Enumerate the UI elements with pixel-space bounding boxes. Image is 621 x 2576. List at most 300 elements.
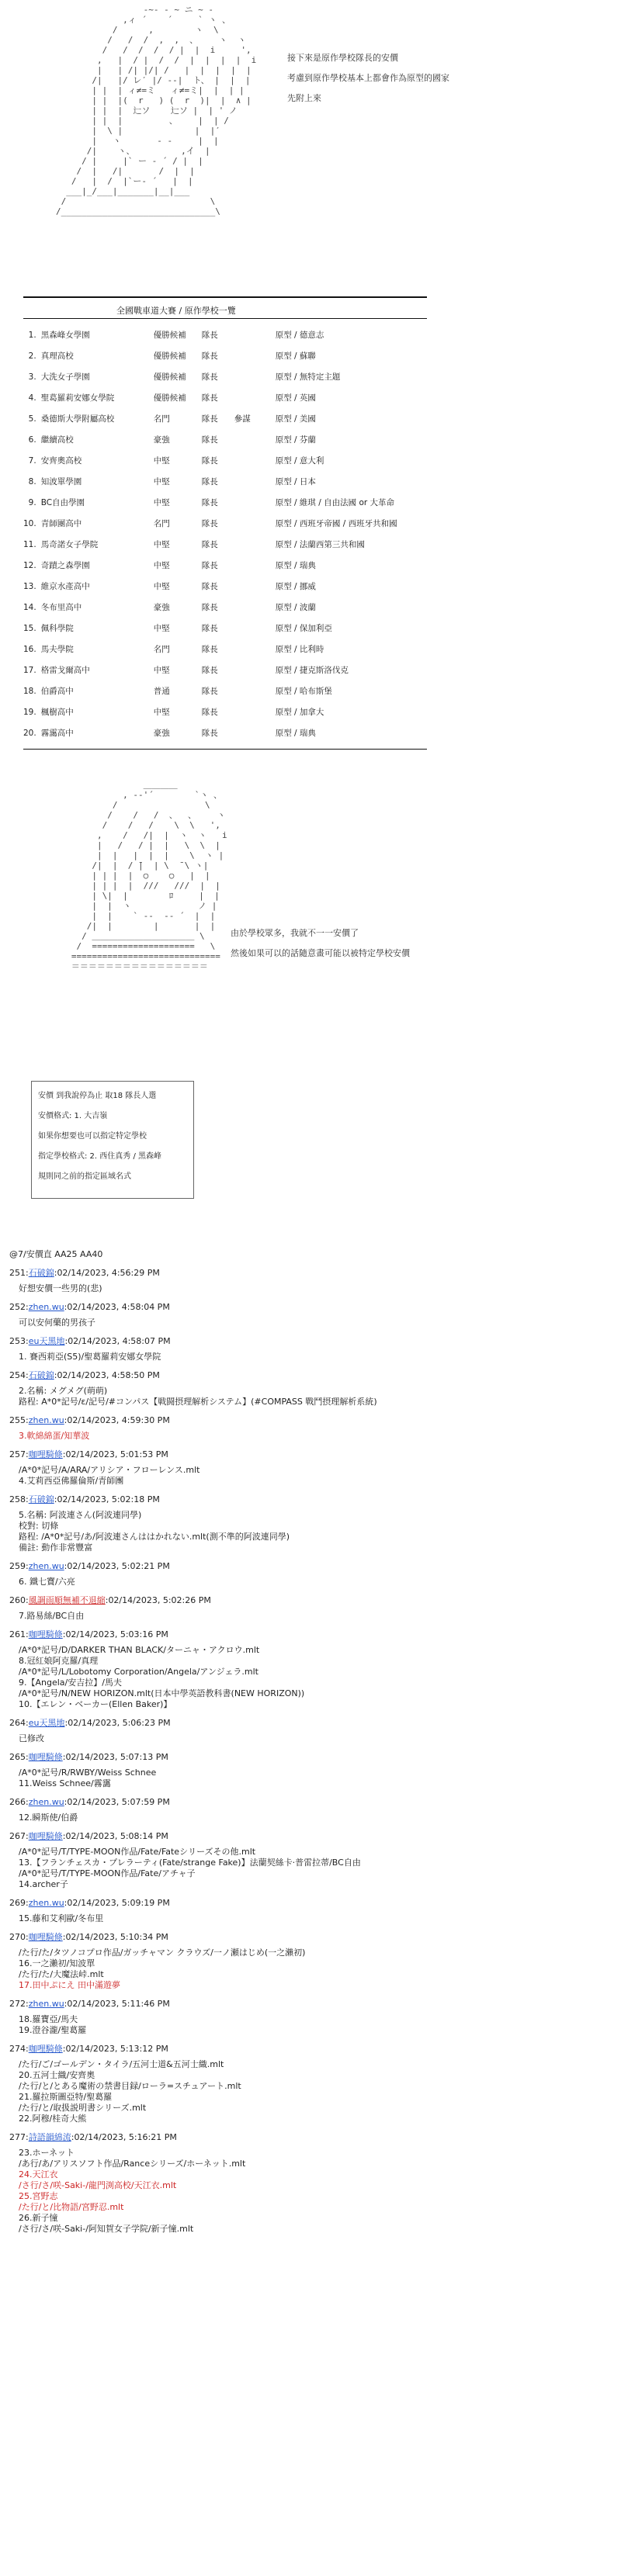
ranking-row	[23, 387, 431, 408]
thread-post	[9, 1449, 599, 1487]
school-name: 伯爵高中	[40, 687, 74, 696]
post-line: 8.冠紅娘阿克羅/真理	[19, 1656, 99, 1666]
post-line: 18.羅寶亞/馬夫	[19, 2014, 78, 2024]
post-line: /A*0*記号/A/ARA/アリシア・フローレンス.mlt	[19, 1465, 200, 1475]
sub-role	[234, 492, 276, 513]
thread-post	[9, 1831, 599, 1890]
thread-post	[9, 1268, 599, 1294]
post-line: /さ行/さ/咲-Saki-/阿知賀女子学院/新子憧.mlt	[19, 2224, 194, 2234]
post-number: 254	[9, 1370, 26, 1380]
post-body	[19, 2059, 599, 2124]
post-separator: :	[26, 1752, 29, 1762]
school-name: 霧靄高中	[40, 729, 74, 738]
post-separator: :	[26, 1561, 29, 1571]
school-name: 大洗女子學園	[40, 372, 90, 382]
sub-role	[234, 450, 276, 471]
ranking-bottom-rule	[23, 749, 427, 750]
post-line: /た行/ご/ゴールデン・タイラ/五河士道&五河士織.mlt	[19, 2059, 224, 2069]
ranking-row	[23, 324, 431, 345]
ranking-title	[23, 304, 427, 317]
header-ascii-art: -~- ‐ ~ ニ ~ - ,ィ ´ ´ ` ヽ 、 / , ヽ \ / / / , , 、 ヽ ヽ / / / / / | | i ', , | / | / / | | | | i | | /| |/| / | | | | | /| |/ レ′ |/ -‐| ト、 | | | | | | ィ≠=ミ ィ≠=ミ| | | | | | |( r ) ( r )| | ∧ | | | | 辷ソ 辷ソ | | ' ノ | | | 、 | | / | \ | | |′ | ヽ ‐ ‐ | | /| ヽ、 ,イ | / | |` ー ‐ ´ / | | / | /| / | | / | / |`ー‐ ´ | | ___|_/___|_______|__|___ / \ /______________________________\	[56, 5, 257, 216]
rules-line: 指定學校格式: 2. 西住真秀 / 黑森峰	[38, 1152, 161, 1161]
sub-role	[234, 639, 276, 660]
post-line: 1. 賽西莉亞(S5)/聖葛羅莉安娜女學院	[19, 1352, 161, 1362]
post-number: 272	[9, 1999, 26, 2009]
school-name: 桑德斯大學附屬高校	[40, 414, 115, 424]
thread-post	[9, 1336, 599, 1362]
post-line: 16.一之瀨初/知波單	[19, 1958, 95, 1968]
post-username-link[interactable]: 風調雨順無補不退縮	[28, 1595, 106, 1605]
post-username-link[interactable]: zhen.wu	[28, 1898, 64, 1908]
school-tier: 豪強	[153, 435, 170, 445]
post-line: 備註: 動作非常豐富	[19, 1542, 93, 1553]
post-separator: :	[64, 1718, 68, 1728]
school-model: 原型 / 挪威	[275, 582, 316, 591]
school-tier: 名門	[153, 519, 170, 528]
post-line: 20.五河士織/安齊奧	[19, 2070, 95, 2080]
ranking-title-text: 全國戰車道大賽 / 原作學校一覽	[116, 306, 236, 316]
ranking-row	[23, 429, 431, 450]
thread-post	[9, 1898, 599, 1924]
post-timestamp: 02/14/2023, 5:03:16 PM	[65, 1629, 168, 1639]
school-tier: 豪強	[153, 729, 170, 738]
school-tier: 豪強	[153, 603, 170, 612]
post-header	[9, 1831, 599, 1842]
row-number: 18.	[23, 686, 36, 696]
post-timestamp: 02/14/2023, 5:02:26 PM	[108, 1595, 211, 1605]
row-number: 19.	[23, 707, 36, 717]
post-line: 22.阿穆/桂奇大熊	[19, 2114, 87, 2124]
sub-role	[234, 701, 276, 722]
ranking-table	[23, 324, 431, 743]
school-name: 知波單學園	[40, 477, 82, 486]
school-model: 原型 / 德意志	[275, 331, 324, 340]
thread-posts	[9, 1268, 599, 2235]
thread-post	[9, 2132, 599, 2235]
school-model: 原型 / 比利時	[275, 645, 324, 654]
school-tier: 優勝候補	[153, 351, 186, 361]
school-name: 聖葛羅莉安娜女學院	[40, 393, 115, 403]
post-separator: :	[26, 2132, 29, 2142]
captain-role: 隊長	[201, 624, 218, 633]
rules-line: 安價格式: 1. 大吉嶺	[38, 1112, 108, 1120]
post-line: 15.藤和艾利歐/冬布里	[19, 1913, 104, 1923]
thread-post	[9, 1302, 599, 1328]
row-number: 11.	[23, 539, 36, 549]
post-number: 252	[9, 1302, 26, 1312]
post-line: 11.Weiss Schnee/霧靄	[19, 1778, 111, 1788]
post-line: 路程: /A*0*記号/あ/阿波連さんははかれない.mlt(測不準的阿波連同學)	[19, 1532, 290, 1542]
school-model: 原型 / 美國	[275, 414, 316, 424]
thread-post	[9, 1370, 599, 1407]
school-tier: 優勝候補	[153, 331, 186, 340]
ranking-row	[23, 576, 431, 597]
school-name: 真理高校	[40, 351, 74, 361]
post-line: 5.名稱: 阿波連さん(阿波連同學)	[19, 1510, 142, 1520]
school-tier: 名門	[153, 414, 170, 424]
post-timestamp: 02/14/2023, 5:09:19 PM	[67, 1898, 170, 1908]
post-timestamp: 02/14/2023, 5:13:12 PM	[65, 2044, 168, 2054]
post-header	[9, 1595, 599, 1606]
post-timestamp: 02/14/2023, 5:16:21 PM	[74, 2132, 177, 2142]
header-caption-line: 考慮到原作學校基本上都會作為原型的國家	[287, 73, 449, 83]
captain-role: 隊長	[201, 414, 218, 424]
post-username-link[interactable]: 咖哩騎條	[28, 1629, 63, 1639]
header-caption	[287, 48, 449, 109]
thread-post	[9, 1718, 599, 1744]
post-timestamp: 02/14/2023, 5:01:53 PM	[65, 1449, 168, 1459]
captain-role: 隊長	[201, 603, 218, 612]
post-number: 253	[9, 1336, 26, 1346]
post-line: 14.archer子	[19, 1879, 68, 1889]
school-model: 原型 / 意大利	[275, 456, 324, 466]
sub-role	[234, 618, 276, 639]
school-model: 原型 / 保加利亞	[275, 624, 332, 633]
post-separator: :	[62, 1831, 66, 1841]
school-model: 原型 / 加拿大	[275, 708, 324, 717]
captain-role: 隊長	[201, 582, 218, 591]
ranking-row	[23, 555, 431, 576]
post-line: 可以安何藥的男孩子	[19, 1317, 95, 1328]
post-separator: :	[64, 1561, 68, 1571]
post-username-link[interactable]: 石破錦	[28, 1370, 54, 1380]
captain-role: 隊長	[201, 498, 218, 507]
thread-post	[9, 1752, 599, 1789]
school-name: 冬布里高中	[40, 603, 82, 612]
school-tier: 優勝候補	[153, 393, 186, 403]
post-number: 270	[9, 1932, 26, 1942]
row-number: 14.	[23, 602, 36, 612]
captain-role: 隊長	[201, 561, 218, 570]
second-caption-line: 然後如果可以的話隨意畫可能以被特定學校安價	[231, 948, 410, 958]
post-separator: :	[26, 1370, 29, 1380]
school-model: 原型 / 哈布斯堡	[275, 687, 332, 696]
row-number: 12.	[23, 560, 36, 570]
school-model: 原型 / 英國	[275, 393, 316, 403]
school-model: 原型 / 維琪 / 自由法國 or 大革命	[275, 498, 395, 507]
sub-role	[234, 555, 276, 576]
post-line: 好想安價一些男的(悲)	[19, 1283, 102, 1293]
captain-role: 隊長	[201, 729, 218, 738]
post-separator: :	[26, 1718, 29, 1728]
ranking-row	[23, 722, 431, 743]
row-number: 1.	[28, 330, 36, 340]
captain-role: 隊長	[201, 645, 218, 654]
post-number: 277	[9, 2132, 26, 2142]
post-username-link[interactable]: 石破錦	[28, 1494, 54, 1504]
school-model: 原型 / 捷克斯洛伐克	[275, 666, 349, 675]
post-line: 9.【Angela/安吉拉】/馬夫	[19, 1678, 122, 1688]
post-username-link[interactable]: eu天黑地	[28, 1336, 65, 1346]
post-timestamp: 02/14/2023, 5:08:14 PM	[65, 1831, 168, 1841]
post-separator: :	[54, 1268, 57, 1278]
school-model: 原型 / 蘇聯	[275, 351, 316, 361]
school-model: 原型 / 波蘭	[275, 603, 316, 612]
school-model: 原型 / 法蘭西第三共和國	[275, 540, 365, 549]
row-number: 13.	[23, 581, 36, 591]
post-body	[19, 1611, 599, 1622]
sub-role	[234, 722, 276, 743]
post-header	[9, 1629, 599, 1640]
sub-role	[234, 597, 276, 618]
thread	[9, 1249, 599, 2242]
post-body	[19, 1577, 599, 1587]
thread-post	[9, 1595, 599, 1622]
post-line: 校對: 切條	[19, 1521, 59, 1531]
sub-role	[234, 471, 276, 492]
post-line: /A*0*記号/L/Lobotomy Corporation/Angela/アンジェラ.mlt	[19, 1667, 258, 1677]
header-caption-line: 先附上來	[287, 93, 321, 103]
thread-post	[9, 1797, 599, 1823]
row-number: 6.	[28, 435, 36, 445]
post-number: 265	[9, 1752, 26, 1762]
school-tier: 名門	[153, 645, 170, 654]
school-name: 黑森峰女學園	[40, 331, 90, 340]
captain-role: 隊長	[201, 372, 218, 382]
post-body	[19, 1733, 599, 1744]
post-header	[9, 1999, 599, 2010]
post-line: 10.【エレン・ベーカー(Ellen Baker)】	[19, 1699, 172, 1709]
post-number: 257	[9, 1449, 26, 1459]
row-number: 16.	[23, 644, 36, 654]
post-username-link[interactable]: 咖哩騎條	[28, 1752, 63, 1762]
school-model: 原型 / 日本	[275, 477, 316, 486]
row-number: 17.	[23, 665, 36, 675]
school-tier: 中堅	[153, 477, 170, 486]
post-number: 264	[9, 1718, 26, 1728]
row-number: 8.	[28, 476, 36, 486]
post-separator: :	[26, 1595, 29, 1605]
post-number: 258	[9, 1494, 26, 1504]
post-username-link[interactable]: 詩語韻綿流	[28, 2132, 71, 2142]
post-header	[9, 2132, 599, 2143]
ranking-row	[23, 492, 431, 513]
post-separator: :	[105, 1595, 109, 1605]
school-name: 格雷戈爾高中	[40, 666, 90, 675]
post-separator: :	[26, 1831, 29, 1841]
post-body	[19, 2148, 599, 2235]
thread-post	[9, 2044, 599, 2124]
thread-post	[9, 1415, 599, 1442]
post-line: 路程: A*0*記号/ε/記号/#コンパス【戦闘摂理解析システム】(#COMPASS 戰鬥摂理解析系統)	[19, 1397, 377, 1407]
post-timestamp: 02/14/2023, 5:02:21 PM	[67, 1561, 170, 1571]
post-timestamp: 02/14/2023, 4:59:30 PM	[67, 1415, 170, 1425]
post-separator: :	[26, 1449, 29, 1459]
post-line: /さ行/さ/咲-Saki-/龍門渕高校/天江衣.mlt	[19, 2180, 177, 2190]
post-separator: :	[64, 1898, 68, 1908]
post-timestamp: 02/14/2023, 5:10:34 PM	[65, 1932, 168, 1942]
post-line: /あ行/あ/アリスソフト作品/Ranceシリーズ/ホーネット.mlt	[19, 2159, 246, 2169]
post-line: /た行/た/タツノコプロ作品/ガッチャマン クラウズ/一ノ瀬はじめ(一之瀨初)	[19, 1948, 306, 1958]
post-username-link[interactable]: 石破錦	[28, 1268, 54, 1278]
ranking-row	[23, 639, 431, 660]
ranking-row	[23, 408, 431, 429]
rules-line: 如果你想要也可以指定特定學校	[38, 1132, 147, 1141]
post-username-link[interactable]: zhen.wu	[28, 1415, 64, 1425]
ranking-row	[23, 513, 431, 534]
captain-role: 隊長	[201, 477, 218, 486]
post-separator: :	[64, 1415, 68, 1425]
school-name: 維京水產高中	[40, 582, 90, 591]
post-header	[9, 1336, 599, 1347]
post-line: /た行/と/取扱説明書シリーズ.mlt	[19, 2103, 147, 2113]
post-body	[19, 2014, 599, 2036]
sub-role	[234, 345, 276, 366]
header-caption-line: 接下來是原作學校隊長的安價	[287, 53, 398, 63]
post-username-link[interactable]: zhen.wu	[28, 1999, 64, 2009]
school-model: 原型 / 無特定主題	[275, 372, 341, 382]
post-separator: :	[54, 1494, 57, 1504]
post-line: 4.艾莉西亞佛羅倫斯/青師團	[19, 1476, 124, 1486]
post-line: /A*0*記号/N/NEW HORIZON.mlt(日本中學英語教科書(NEW HORIZON))	[19, 1688, 305, 1698]
post-body	[19, 1465, 599, 1487]
post-timestamp: 02/14/2023, 5:06:23 PM	[68, 1718, 171, 1728]
post-username-link[interactable]: 咖哩騎條	[28, 1831, 63, 1841]
ranking-row	[23, 450, 431, 471]
school-name: 馬夫學院	[40, 645, 74, 654]
post-number: 259	[9, 1561, 26, 1571]
second-ascii-art: ＿＿＿＿ , -‐'´ `ヽ 、 / \ / / / 、 、 ヽ / / / \ \ ', , / /| | ヽ ヽ i | / / | | \ \ | | | | | | \ ヽ | /| | / ̄| | \ ̄ \ ヽ| | | | | ○ ○ | | | | | | /// /// | | | \| | ﾛ | | | | ヽ ノ | | | ` ‐- -‐ ´ | | /| | | | | / ＿＿＿＿＿＿＿＿＿＿＿＿ \ / ==================== \ ============================= ＝＝＝＝＝＝＝＝＝＝＝＝＝＝＝＝	[71, 780, 227, 971]
post-separator: :	[26, 1629, 29, 1639]
post-line: 3.軟綿綿蛋/知華波	[19, 1431, 90, 1441]
row-number: 3.	[28, 372, 36, 382]
post-body	[19, 1948, 599, 1991]
row-number: 7.	[28, 455, 36, 466]
post-number: 274	[9, 2044, 26, 2054]
school-name: BC自由學園	[40, 498, 85, 507]
ranking-row	[23, 701, 431, 722]
sub-role: 參謀	[234, 414, 251, 424]
post-line: /A*0*記号/T/TYPE-MOON作品/Fate/Fateシリーズその他.mlt	[19, 1847, 256, 1857]
thread-preface: @7/安價直 AA25 AA40	[9, 1249, 103, 1259]
post-timestamp: 02/14/2023, 5:07:13 PM	[65, 1752, 168, 1762]
post-separator: :	[64, 1797, 68, 1807]
post-separator: :	[26, 2044, 29, 2054]
post-header	[9, 1415, 599, 1426]
school-tier: 中堅	[153, 456, 170, 466]
post-body	[19, 1386, 599, 1407]
post-timestamp: 02/14/2023, 4:58:04 PM	[67, 1302, 170, 1312]
second-caption	[231, 923, 410, 964]
sub-role	[234, 324, 276, 345]
post-line: 21.羅拉斯圖亞特/聖葛羅	[19, 2092, 113, 2102]
post-separator: :	[26, 1898, 29, 1908]
post-number: 251	[9, 1268, 26, 1278]
post-line: 19.澄谷瀧/聖葛羅	[19, 2025, 87, 2035]
post-username-link[interactable]: zhen.wu	[28, 1561, 64, 1571]
ranking-row	[23, 618, 431, 639]
ranking-top-rule	[23, 296, 427, 298]
post-separator: :	[62, 1449, 66, 1459]
post-header	[9, 1752, 599, 1763]
post-separator: :	[62, 1752, 66, 1762]
post-separator: :	[54, 1370, 57, 1380]
post-separator: :	[26, 1268, 29, 1278]
post-username-link[interactable]: 咖哩騎條	[28, 1449, 63, 1459]
school-name: 繼續高校	[40, 435, 74, 445]
post-line: 12.瞬斯使/伯爵	[19, 1813, 78, 1823]
post-body	[19, 1317, 599, 1328]
post-username-link[interactable]: eu天黑地	[28, 1718, 65, 1728]
school-tier: 中堅	[153, 561, 170, 570]
post-body	[19, 1847, 599, 1890]
school-tier: 中堅	[153, 708, 170, 717]
school-name: 佩科學院	[40, 624, 74, 633]
post-body	[19, 1768, 599, 1789]
post-separator: :	[62, 1932, 66, 1942]
post-separator: :	[26, 1336, 29, 1346]
school-model: 原型 / 瑞典	[275, 561, 316, 570]
ranking-row	[23, 345, 431, 366]
sub-role	[234, 576, 276, 597]
ranking-row	[23, 471, 431, 492]
school-name: 楓樹高中	[40, 708, 74, 717]
post-separator: :	[64, 1336, 68, 1346]
post-username-link[interactable]: 咖哩騎條	[28, 1932, 63, 1942]
thread-post	[9, 1932, 599, 1991]
post-line: 17.田中ぷにえ 田中滿遊夢	[19, 1980, 120, 1990]
post-line: 2.名稱: メグメグ(萌萌)	[19, 1386, 108, 1396]
post-timestamp: 02/14/2023, 5:02:18 PM	[57, 1494, 160, 1504]
school-tier: 中堅	[153, 666, 170, 675]
row-number: 4.	[28, 393, 36, 403]
post-line: 26.新子憧	[19, 2213, 58, 2223]
school-name: 安齊奧高校	[40, 456, 82, 466]
post-username-link[interactable]: 咖哩騎條	[28, 2044, 63, 2054]
row-number: 9.	[28, 497, 36, 507]
post-username-link[interactable]: zhen.wu	[28, 1302, 64, 1312]
post-header	[9, 1370, 599, 1381]
school-name: 馬奇諾女子學院	[40, 540, 99, 549]
post-body	[19, 1645, 599, 1710]
sub-role	[234, 429, 276, 450]
rules-box	[31, 1081, 194, 1199]
sub-role	[234, 387, 276, 408]
post-header	[9, 1449, 599, 1460]
post-number: 255	[9, 1415, 26, 1425]
school-tier: 中堅	[153, 624, 170, 633]
post-username-link[interactable]: zhen.wu	[28, 1797, 64, 1807]
thread-post	[9, 1561, 599, 1587]
post-body	[19, 1913, 599, 1924]
school-model: 原型 / 西班牙帝國 / 西班牙共和國	[275, 519, 397, 528]
post-body	[19, 1431, 599, 1442]
post-header	[9, 1302, 599, 1313]
row-number: 20.	[23, 728, 36, 738]
row-number: 5.	[28, 414, 36, 424]
post-number: 269	[9, 1898, 26, 1908]
captain-role: 隊長	[201, 519, 218, 528]
post-header	[9, 1268, 599, 1279]
post-separator: :	[62, 1629, 66, 1639]
post-line: 6. 鐵七寶/六亮	[19, 1577, 75, 1587]
post-number: 260	[9, 1595, 26, 1605]
post-line: 24.天江衣	[19, 2169, 58, 2180]
captain-role: 隊長	[201, 331, 218, 340]
row-number: 10.	[23, 518, 36, 528]
thread-post	[9, 1494, 599, 1553]
post-separator: :	[64, 1302, 68, 1312]
captain-role: 隊長	[201, 456, 218, 466]
post-number: 267	[9, 1831, 26, 1841]
post-header	[9, 1797, 599, 1808]
post-line: /A*0*記号/T/TYPE-MOON作品/Fate/アチャ子	[19, 1868, 196, 1878]
captain-role: 隊長	[201, 435, 218, 445]
captain-role: 隊長	[201, 687, 218, 696]
post-line: 13.【フランチェスカ・プレラーティ(Fate/strange Fake)】法蘭契絲卡·普雷拉蒂/BC自由	[19, 1858, 361, 1868]
post-line: /た行/と/比物語/宮野忍.mlt	[19, 2202, 124, 2212]
post-separator: :	[26, 1932, 29, 1942]
